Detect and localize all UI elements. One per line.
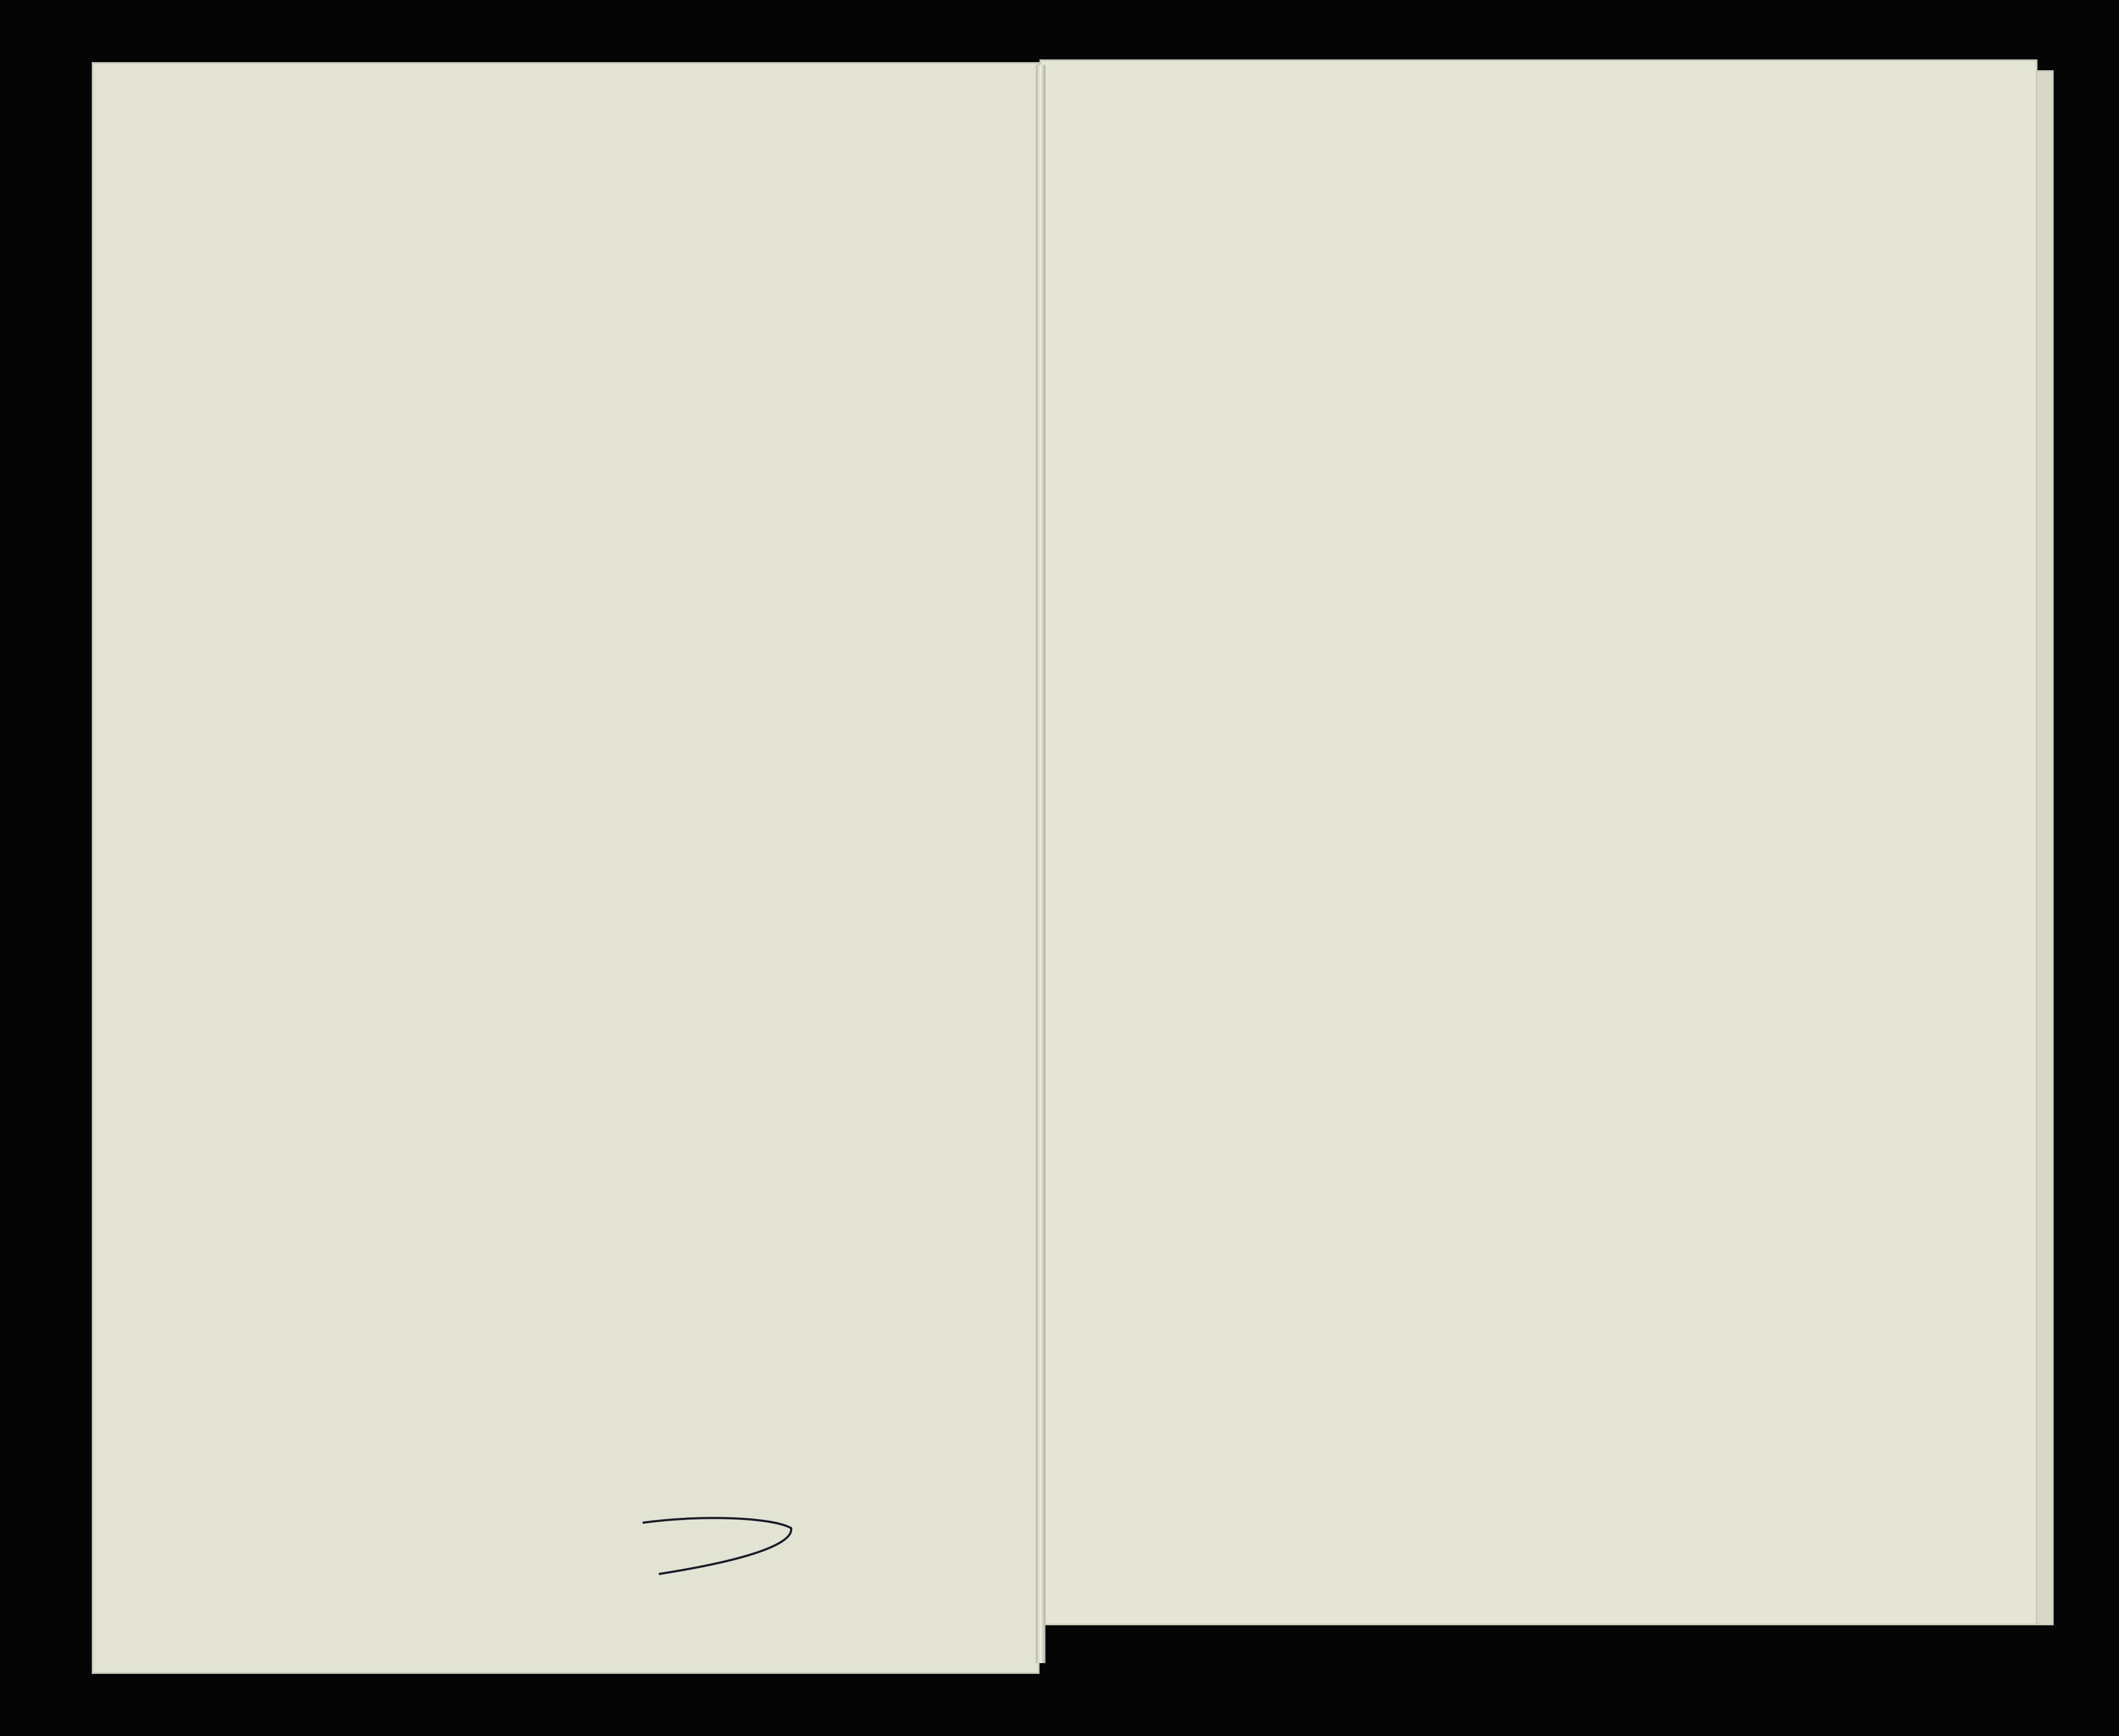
left-page [92, 62, 1040, 1674]
book-spine [1036, 65, 1045, 1663]
right-page [1040, 59, 2037, 1625]
signature-flourish [637, 1512, 799, 1582]
